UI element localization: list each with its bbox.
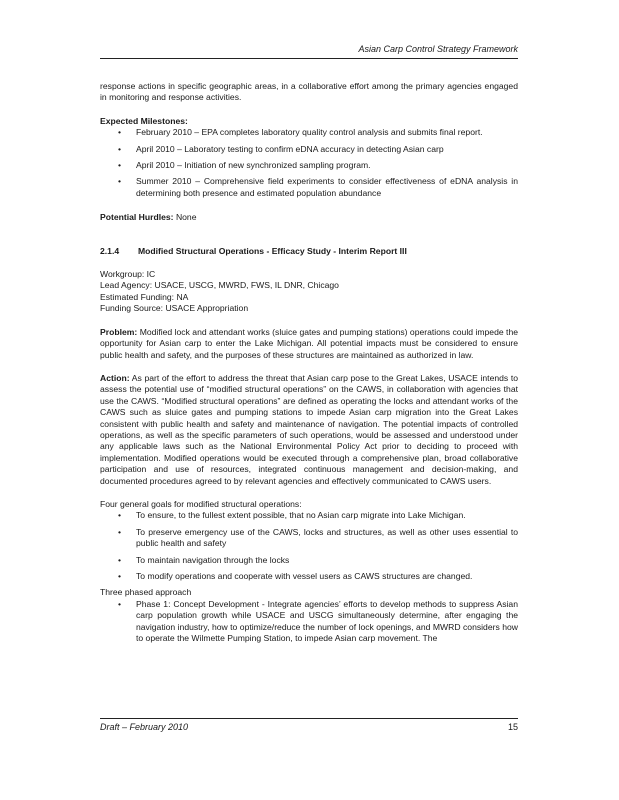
list-item: • Summer 2010 – Comprehensive field experiments to consider effectiveness of eDNA analysis in determining both presence and estimated population abundance xyxy=(118,176,518,198)
list-item: • To maintain navigation through the locks xyxy=(118,554,290,565)
header-rule xyxy=(100,58,518,59)
list-item: • April 2010 – Laboratory testing to confirm eDNA accuracy in detecting Asian carp xyxy=(118,143,444,154)
problem-paragraph: Problem: Modified lock and attendant works (sluice gates and pumping stations) operations could impede the opportunity for Asian carp to enter the Lake Michigan. All potential impacts must be considered to ensure public health and safety, and the purposes of these structures are maintained as authorized in law. xyxy=(100,326,519,360)
list-item: • Phase 1: Concept Development - Integrate agencies’ efforts to develop methods to suppress Asian carp population growth while USACE and USCG simultaneously determine, after engaging the navigation industry, how to optimize/reduce the number of lock openings, and MWRD considers how to operate the Wilmette Pumping Station, to impede Asian carp movement. The xyxy=(118,598,518,644)
intro-paragraph: response actions in specific geographic areas, in a collaborative effort among the primary agencies engaged in monitoring and response activities. xyxy=(100,81,518,103)
milestones-list xyxy=(100,127,518,199)
page-body xyxy=(100,81,518,649)
funding-source-line: Funding Source: USACE Appropriation xyxy=(100,303,249,314)
bullet-icon: • xyxy=(118,510,122,521)
bullet-icon: • xyxy=(118,554,122,565)
milestones-heading: Expected Milestones: xyxy=(100,115,188,126)
footer-rule xyxy=(100,718,518,719)
action-paragraph: Action: As part of the effort to address the threat that Asian carp pose to the Great Lakes, USACE intends to assess the potential use of “modified structural operations” on the CAWS, in collaboration with agencies that use the CAWS. “Modified structural operations” are defined as operating the locks and attendant works of the CAWS such as sluice gates and pumping stations to impede Asian carp migration into the Great Lakes consistent with public health and safety and maintenance of navigation. The potential impacts of controlled operations, as well as the specific parameters of such operations, would be assessed and understood under any applicable laws such as the National Environmental Policy Act prior to deciding to proceed with implementation. Modified operations would be executed through a comprehensive plan, broad collaborative participation and use of resources, integrated continuous management and decision-making, and documented procedures agreed to by relevant agencies and effectively communicated to CAWS users. xyxy=(100,372,518,486)
list-item: • April 2010 – Initiation of new synchronized sampling program. xyxy=(118,160,371,171)
section-title: Modified Structural Operations - Efficacy Study - Interim Report III xyxy=(138,245,407,256)
goals-intro: Four general goals for modified structural operations: xyxy=(100,498,302,509)
potential-hurdles: Potential Hurdles: None xyxy=(100,212,197,223)
section-heading xyxy=(100,246,518,257)
bullet-icon: • xyxy=(118,160,122,171)
bullet-icon: • xyxy=(118,143,122,154)
footer-draft-date: Draft – February 2010 xyxy=(100,722,189,732)
list-item: • To modify operations and cooperate with vessel users as CAWS structures are changed. xyxy=(118,571,473,581)
list-item: • To ensure, to the fullest extent possible, that no Asian carp migrate into Lake Michigan. xyxy=(118,510,466,521)
page-number: 15 xyxy=(507,722,518,732)
bullet-icon: • xyxy=(118,598,122,609)
list-item: • February 2010 – EPA completes laboratory quality control analysis and submits final report. xyxy=(118,127,483,138)
phased-intro: Three phased approach xyxy=(100,587,192,598)
bullet-icon: • xyxy=(118,526,122,537)
bullet-icon: • xyxy=(118,127,122,138)
phased-list xyxy=(100,599,518,645)
bullet-icon: • xyxy=(118,176,122,187)
lead-agency-line: Lead Agency: USACE, USCG, MWRD, FWS, IL DNR, Chicago xyxy=(100,280,339,291)
bullet-icon: • xyxy=(118,571,122,581)
workgroup-line: Workgroup: IC xyxy=(100,269,156,280)
list-item: • To preserve emergency use of the CAWS, locks and structures, as well as other uses essential to public health and safety xyxy=(118,526,518,549)
running-header: Asian Carp Control Strategy Framework xyxy=(358,44,518,54)
goals-list xyxy=(100,510,518,582)
estimated-funding-line: Estimated Funding: NA xyxy=(100,291,189,302)
section-number: 2.1.4 xyxy=(100,245,120,256)
